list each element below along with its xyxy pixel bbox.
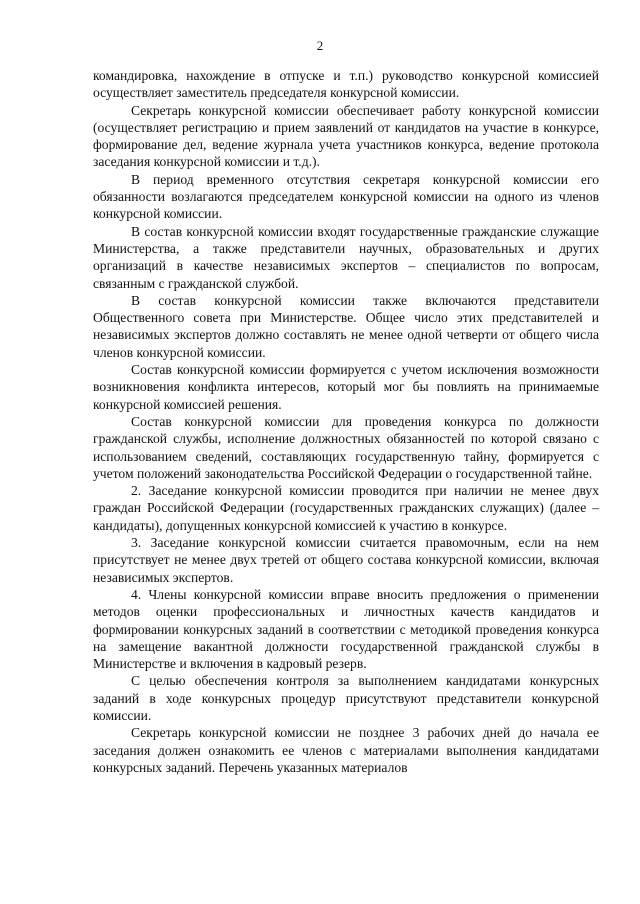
- paragraph-continuation: командировка, нахождение в отпуске и т.п.) руководство конкурсной комиссией осуществляет заместитель председателя конкурсной комиссии.: [93, 68, 599, 101]
- paragraph-secretary-absence: В период временного отсутствия секретаря конкурсной комиссии его обязанности возлагаются председателем конкурсной комиссии на одного из членов конкурсной комиссии.: [93, 171, 599, 222]
- document-body: [93, 67, 599, 776]
- paragraph-state-secret: Состав конкурсной комиссии для проведения конкурса по должности гражданской службы, исполнение должностных обязанностей по которой связано с использованием сведений, составляющих государственную тайну, формируется с учетом положений законодательства Российской Федерации о государственной тайне.: [93, 413, 599, 481]
- page-number: 2: [316, 38, 324, 53]
- paragraph-clause-4: 4. Члены конкурсной комиссии вправе вносить предложения о применении методов оценки профессиональных и личностных качеств кандидатов и формировании конкурсных заданий в соответствии с методикой проведения конкурса на замещение вакантной должности государственной гражданской службы в Министерстве и включения в кадровый резерв.: [93, 586, 599, 672]
- paragraph-commission-composition: В состав конкурсной комиссии входят государственные гражданские служащие Министерства, а также представители научных, образовательных и других организаций в качестве независимых экспертов – специалистов по вопросам, связанным с гражданской службой.: [93, 223, 599, 291]
- paragraph-clause-3: 3. Заседание конкурсной комиссии считается правомочным, если на нем присутствует не менее двух третей от общего состава конкурсной комиссии, включая независимых экспертов.: [93, 535, 599, 585]
- paragraph-secretary-duties: Секретарь конкурсной комиссии обеспечивает работу конкурсной комиссии (осуществляет регистрацию и прием заявлений от кандидатов на участие в конкурсе, формирование дел, ведение журнала учета участников конкурса, ведение протокола заседания конкурсной комиссии и т.д.).: [93, 102, 599, 170]
- paragraph-public-council: В состав конкурсной комиссии также включаются представители Общественного совета при Министерстве. Общее число этих представителей и независимых экспертов должно составлять не менее одной четверти от общего числа членов конкурсной комиссии.: [93, 292, 599, 360]
- paragraph-secretary-materials: Секретарь конкурсной комиссии не позднее 3 рабочих дней до начала ее заседания должен ознакомить ее членов с материалами выполнения кандидатами конкурсных заданий. Перечень указанных материалов: [93, 725, 599, 775]
- paragraph-clause-2: 2. Заседание конкурсной комиссии проводится при наличии не менее двух граждан Российской Федерации (государственных гражданских служащих) (далее – кандидаты), допущенных конкурсной комиссией к участию в конкурсе.: [93, 483, 599, 533]
- paragraph-control: С целью обеспечения контроля за выполнением кандидатами конкурсных заданий в ходе конкурсных процедур присутствуют представители конкурсной комиссии.: [93, 673, 599, 723]
- paragraph-conflict-of-interest: Состав конкурсной комиссии формируется с учетом исключения возможности возникновения конфликта интересов, который мог бы повлиять на принимаемые конкурсной комиссией решения.: [93, 362, 599, 412]
